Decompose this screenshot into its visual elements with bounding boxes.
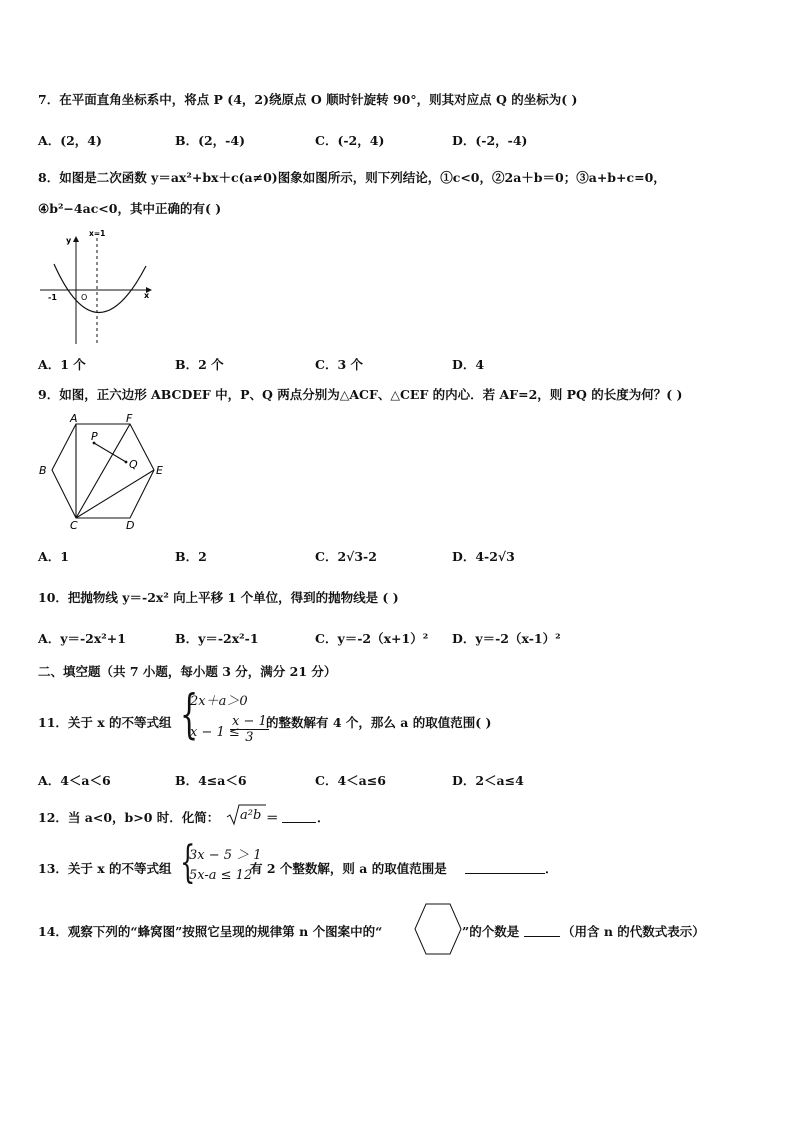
- q13-ineq1: 3x − 5 ＞ 1: [189, 848, 262, 863]
- q8-parabola-curve: [54, 264, 146, 313]
- q9-option-d: D．4-2√3: [452, 549, 515, 564]
- q13-ineq2: 5x-a ≤ 12: [189, 868, 253, 883]
- q9-label-e: E: [156, 464, 163, 477]
- q7-option-d: D．(-2，-4): [452, 133, 528, 148]
- q11-prefix: 11．关于 x 的不等式组: [38, 715, 172, 730]
- q10-option-c: C．y＝-2（x+1）²: [315, 631, 429, 646]
- q11-ineq2-left: x − 1 ≤: [190, 725, 240, 740]
- section-2-title: 二、填空题（共 7 小题，每小题 3 分，满分 21 分）: [38, 664, 337, 679]
- q7-option-a: A．(2，4): [38, 133, 102, 148]
- q9-point-q: [125, 461, 128, 464]
- q11-frac-num: x − 1: [232, 714, 267, 729]
- q12-equals: ＝: [266, 810, 279, 825]
- q9-label-q: Q: [129, 458, 138, 471]
- q9-option-c: C．2√3-2: [315, 549, 377, 564]
- q8-y-label: y: [66, 236, 72, 245]
- q10-option-d: D．y＝-2（x-1）²: [452, 631, 561, 646]
- q8-option-a: A．1 个: [38, 357, 86, 372]
- q13-answer-blank[interactable]: [465, 859, 545, 874]
- q14-answer-blank[interactable]: [524, 922, 560, 937]
- q8-x-label: x: [144, 291, 150, 300]
- q14-suffix: （用含 n 的代数式表示）: [562, 924, 705, 939]
- q8-y-axis-arrow: [73, 236, 79, 242]
- q7-option-c: C．(-2，4): [315, 133, 385, 148]
- q8-option-d: D．4: [452, 357, 485, 372]
- q9-label-c: C: [70, 519, 78, 532]
- q9-stem: 9．如图，正六边形 ABCDEF 中，P、Q 两点分别为△ACF、△CEF 的内心．若 AF=2，则 PQ 的长度为何？( ): [38, 387, 683, 402]
- q9-option-b: B．2: [175, 549, 207, 564]
- q8-option-b: B．2 个: [175, 357, 224, 372]
- q9-hexagon-figure: [34, 410, 174, 532]
- q12-prefix: 12．当 a<0，b>0 时．化简：: [38, 810, 220, 825]
- q9-label-f: F: [126, 412, 133, 425]
- q14-middle: ”的个数是: [462, 924, 520, 939]
- q7-option-b: B．(2，-4): [175, 133, 245, 148]
- q8-root-label: -1: [48, 293, 57, 302]
- q13-prefix: 13．关于 x 的不等式组: [38, 861, 172, 876]
- q13-brace: {: [180, 837, 196, 888]
- q7-stem: 7．在平面直角坐标系中，将点 P (4，2)绕原点 O 顺时针旋转 90°，则其对应点 Q 的坐标为( ): [38, 92, 578, 107]
- q12-answer-blank[interactable]: [282, 808, 316, 823]
- q8-origin-label: O: [81, 293, 88, 302]
- q11-option-a: A．4＜a＜6: [38, 773, 111, 788]
- q12-end: ．: [317, 810, 330, 825]
- q11-suffix: 的整数解有 4 个，那么 a 的取值范围( ): [266, 715, 492, 730]
- q10-stem: 10．把抛物线 y＝-2x² 向上平移 1 个单位，得到的抛物线是 ( ): [38, 590, 399, 605]
- q8-axis-line-label: x=1: [89, 229, 106, 238]
- q11-option-b: B．4≤a＜6: [175, 773, 247, 788]
- q8-option-c: C．3 个: [315, 357, 363, 372]
- hexagon-icon: [414, 902, 462, 956]
- q10-option-b: B．y＝-2x²-1: [175, 631, 259, 646]
- q10-option-a: A．y＝-2x²+1: [38, 631, 126, 646]
- q13-suffix: 有 2 个整数解，则 a 的取值范围是: [250, 861, 447, 876]
- q9-label-b: B: [39, 464, 47, 477]
- q9-label-p: P: [91, 430, 98, 443]
- q11-option-c: C．4＜a≤6: [315, 773, 386, 788]
- q9-label-d: D: [126, 519, 135, 532]
- q9-segment-cf: [76, 424, 130, 518]
- q11-option-d: D．2＜a≤4: [452, 773, 524, 788]
- q8-stem-line1: 8．如图是二次函数 y＝ax²+bx＋c(a≠0)图象如图所示，则下列结论，①c<0，②2a＋b＝0；③a+b+c=0，: [38, 170, 666, 185]
- q9-label-a: A: [70, 412, 78, 425]
- q8-stem-line2: ④b²−4ac<0，其中正确的有( ): [38, 201, 222, 216]
- q12-radicand: a²b: [240, 808, 262, 823]
- q14-prefix: 14．观察下列的“蜂窝图”按照它呈现的规律第 n 个图案中的“: [38, 924, 383, 939]
- q11-fraction: [230, 714, 269, 745]
- q11-brace: {: [180, 685, 199, 745]
- q11-frac-den: 3: [245, 730, 254, 745]
- q11-ineq1: 2x＋a＞0: [190, 694, 248, 709]
- q9-option-a: A．1: [38, 549, 69, 564]
- q13-end: ．: [545, 861, 558, 876]
- q8-parabola-graph: [36, 228, 160, 348]
